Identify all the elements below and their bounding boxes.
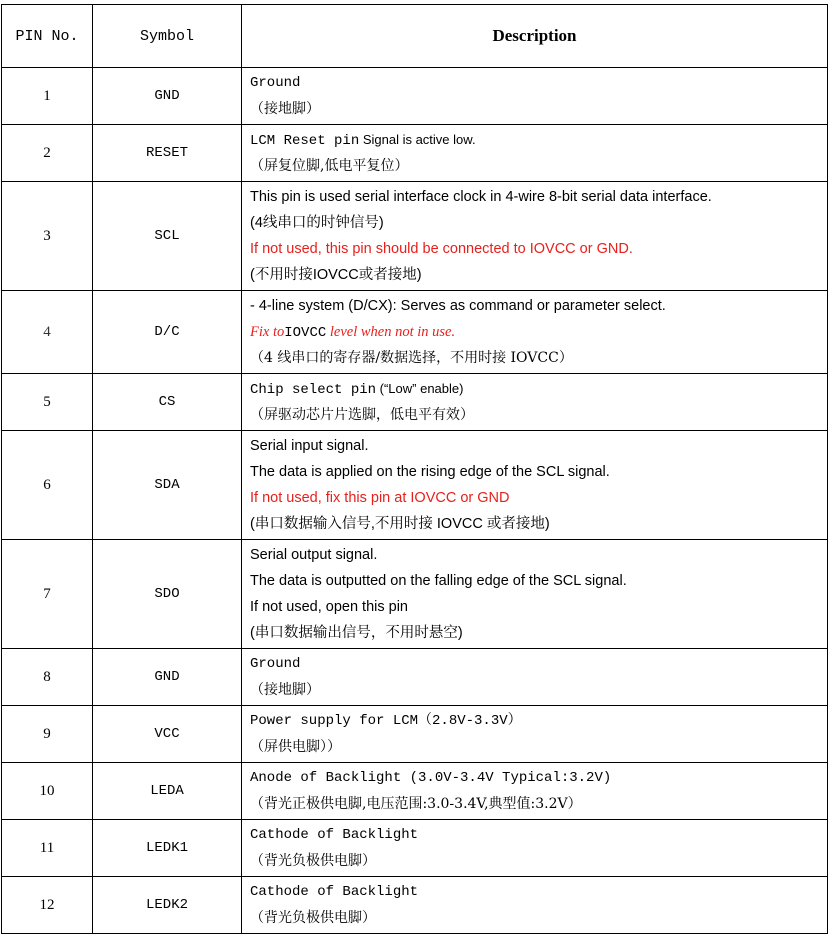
pin-description [242,649,828,706]
desc-line: Cathode of Backlight [250,827,419,843]
desc-line: (串口数据输出信号，不用时悬空) [250,625,463,641]
pin-number: 4 [2,291,93,374]
desc-line: Cathode of Backlight [250,884,419,900]
table-row [2,431,828,540]
header-description: Description [242,5,828,68]
header-row [2,5,828,68]
desc-line: (不用时接IOVCC或者接地) [250,267,422,283]
table-row [2,706,828,763]
pin-number: 3 [2,182,93,291]
pin-symbol: LEDK2 [93,877,242,934]
desc-line: （背光负极供电脚） [250,910,376,926]
pin-number: 1 [2,68,93,125]
pin-number: 2 [2,125,93,182]
desc-text: Chip select pin [250,382,377,398]
header-pin-no: PIN No. [2,5,93,68]
desc-line: (4线串口的时钟信号) [250,215,384,231]
table-row [2,820,828,877]
desc-line: - 4-line system (D/CX): Serves as command or parameter select. [250,298,666,314]
desc-line [250,376,827,402]
pin-description [242,374,828,431]
pin-number: 5 [2,374,93,431]
desc-line [250,127,827,153]
desc-line: （4 线串口的寄存器/数据选择，不用时接 IOVCC） [250,350,573,366]
table-row [2,125,828,182]
pin-table [1,4,828,934]
desc-line: Serial output signal. [250,547,378,563]
desc-line: （屏驱动芯片片选脚，低电平有效） [250,407,474,423]
pin-description [242,182,828,291]
desc-line: （接地脚） [250,101,320,117]
pin-symbol: GND [93,68,242,125]
pin-symbol: LEDK1 [93,820,242,877]
header-symbol: Symbol [93,5,242,68]
table-row [2,763,828,820]
pin-description [242,820,828,877]
pin-description [242,706,828,763]
desc-line: Serial input signal. [250,438,369,454]
table-row [2,540,828,649]
pin-description [242,540,828,649]
desc-line: The data is applied on the rising edge of the SCL signal. [250,464,610,480]
desc-line: Ground [250,75,301,91]
pin-number: 10 [2,763,93,820]
desc-line-warning: If not used, fix this pin at IOVCC or GND [250,490,510,506]
desc-line: This pin is used serial interface clock in 4-wire 8-bit serial data interface. [250,189,712,205]
pin-symbol: GND [93,649,242,706]
pin-description [242,125,828,182]
desc-line: Ground [250,656,301,672]
pin-number: 6 [2,431,93,540]
desc-text: Signal is active low. [359,132,476,147]
desc-text-warning: level when not in use. [326,324,456,340]
pin-number: 8 [2,649,93,706]
pin-symbol: SDO [93,540,242,649]
pin-description [242,68,828,125]
pin-number: 9 [2,706,93,763]
table-row [2,291,828,374]
desc-line: Anode of Backlight (3.0V-3.4V Typical:3.2V) [250,770,612,786]
desc-line: （背光正极供电脚,电压范围:3.0-3.4V,典型值:3.2V） [250,796,582,812]
table-row [2,649,828,706]
desc-line: （屏供电脚）） [250,739,341,755]
desc-text-warning: Fix to [250,324,285,340]
desc-line: If not used, open this pin [250,599,408,615]
desc-line [250,319,827,345]
pin-symbol: SCL [93,182,242,291]
pin-description [242,877,828,934]
pin-number: 12 [2,877,93,934]
pin-symbol: LEDA [93,763,242,820]
pin-description [242,431,828,540]
desc-line: （屏复位脚,低电平复位） [250,158,409,174]
pin-symbol: CS [93,374,242,431]
desc-text: IOVCC [284,325,327,341]
pin-symbol: D/C [93,291,242,374]
table-row [2,68,828,125]
desc-text: LCM Reset pin [250,133,360,149]
pin-symbol: VCC [93,706,242,763]
desc-line: （接地脚） [250,682,320,698]
pin-number: 11 [2,820,93,877]
pin-description [242,291,828,374]
desc-line-warning: If not used, this pin should be connected to IOVCC or GND. [250,241,633,257]
pin-symbol: RESET [93,125,242,182]
table-row [2,374,828,431]
table-row [2,877,828,934]
desc-line: (串口数据输入信号,不用时接 IOVCC 或者接地) [250,516,550,532]
desc-line: The data is outputted on the falling edge of the SCL signal. [250,573,627,589]
pin-number: 7 [2,540,93,649]
desc-line: （背光负极供电脚） [250,853,376,869]
desc-line: Power supply for LCM（2.8V-3.3V） [250,713,522,729]
pin-description [242,763,828,820]
pin-symbol: SDA [93,431,242,540]
desc-text: (“Low” enable) [376,381,464,396]
table-row [2,182,828,291]
